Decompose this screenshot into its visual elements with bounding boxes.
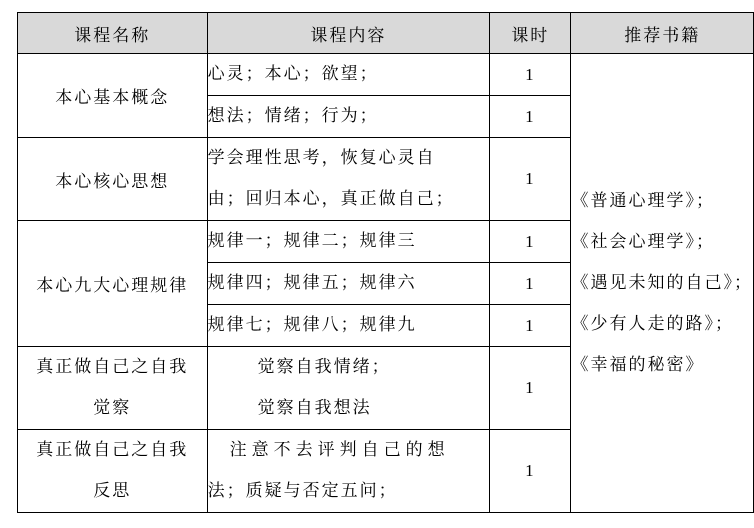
course-hours-cell: 1: [490, 138, 571, 221]
book-item: 《普通心理学》；: [571, 190, 715, 211]
course-hours-cell: 1: [490, 430, 571, 513]
course-name-cell: 本心基本概念: [18, 54, 208, 138]
course-hours-cell: 1: [490, 54, 571, 96]
header-hours: 课时: [490, 13, 571, 54]
content-line: 注意不去评判自己的想: [229, 440, 450, 460]
course-content-cell: 规律一；规律二；规律三: [207, 221, 490, 263]
header-course-content: 课程内容: [207, 13, 490, 54]
course-table: [17, 12, 754, 513]
name-line: 真正做自己之自我: [36, 440, 189, 460]
course-content-cell: 想法；情绪；行为；: [207, 96, 490, 138]
book-item: 《幸福的秘密》: [571, 354, 705, 375]
name-line: 反思: [93, 481, 132, 501]
content-line: 由；回归本心，真正做自己；: [207, 189, 455, 209]
table-row: [18, 54, 754, 96]
course-name-cell: [18, 347, 208, 430]
name-line: 真正做自己之自我: [36, 357, 189, 377]
course-hours-cell: 1: [490, 263, 571, 305]
course-content-cell: [207, 138, 490, 221]
course-hours-cell: 1: [490, 96, 571, 138]
course-name-cell: [18, 430, 208, 513]
content-line: 觉察自我想法: [257, 398, 372, 418]
course-hours-cell: 1: [490, 221, 571, 263]
course-content-cell: 规律四；规律五；规律六: [207, 263, 490, 305]
course-content-cell: [207, 430, 490, 513]
course-content-cell: [207, 347, 490, 430]
header-books: 推荐书籍: [571, 13, 754, 54]
book-item: 《少有人走的路》；: [571, 313, 734, 334]
content-line: 法；质疑与否定五问；: [207, 481, 398, 501]
content-line: 觉察自我情绪；: [257, 357, 391, 377]
course-name-cell: 本心核心思想: [18, 138, 208, 221]
book-item: 《社会心理学》；: [571, 231, 715, 252]
recommended-books-cell: [571, 54, 754, 513]
header-row: [18, 13, 754, 54]
course-name-cell: 本心九大心理规律: [18, 221, 208, 347]
content-line: 学会理性思考，恢复心灵自: [207, 148, 436, 168]
header-course-name: 课程名称: [18, 13, 208, 54]
name-line: 觉察: [93, 398, 132, 418]
book-item: 《遇见未知的自己》；: [571, 272, 753, 293]
course-hours-cell: 1: [490, 347, 571, 430]
course-hours-cell: 1: [490, 305, 571, 347]
course-content-cell: 心灵；本心；欲望；: [207, 54, 490, 96]
course-content-cell: 规律七；规律八；规律九: [207, 305, 490, 347]
